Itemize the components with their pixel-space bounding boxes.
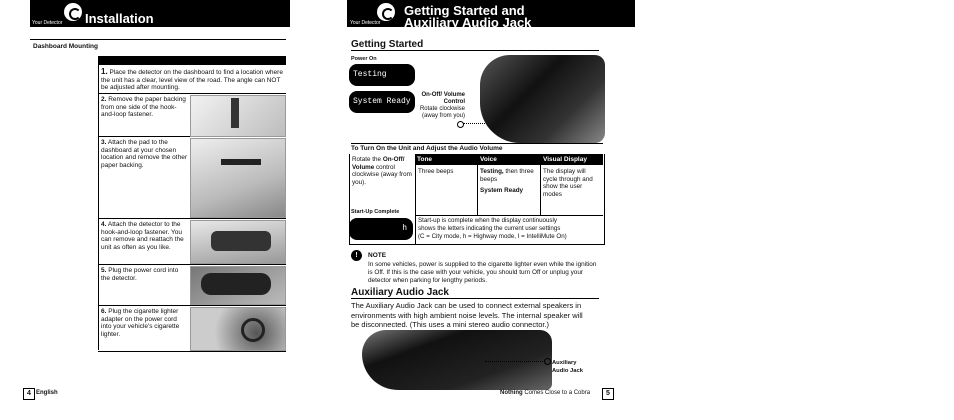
right-page-number: 5 xyxy=(602,388,614,400)
right-page-title-line1: Getting Started and xyxy=(404,3,525,18)
table-display-cell: The display will cycle through and show the user modes xyxy=(543,168,593,198)
note-text: In some vehicles, power is supplied to the cigarette lighter even while the ignition is Off. If this is the case with your vehicle, you should turn Off or unplug your detector when parking for lengthy periods. xyxy=(368,261,597,284)
step-4: 4. Attach the detector to the hook-and-loop fastener. You can remove and reattach the unit as often as you like. xyxy=(98,218,286,264)
left-section-label: Your Detector xyxy=(32,20,63,26)
on-off-volume-control-label: On-Off/ Volume Control Rotate clockwise (away from you) xyxy=(419,92,465,119)
table-row-divider xyxy=(415,215,603,216)
detector-top-image xyxy=(480,55,605,143)
step-6: 6. Plug the cigarette lighter adapter on the power cord into your vehicle's cigarette lighter. xyxy=(98,305,286,352)
right-footer-tagline: Nothing Comes Close to a Cobra xyxy=(500,390,591,396)
photo-attach-pad xyxy=(190,138,286,218)
right-page-title-line2: Auxiliary Audio Jack xyxy=(404,15,532,30)
left-subtitle-rule xyxy=(30,39,286,40)
left-footer-language: English xyxy=(36,390,58,396)
steps-header-bar xyxy=(98,56,286,64)
aux-callout-dot xyxy=(544,358,551,365)
left-page-number: 4 xyxy=(23,388,35,400)
display-startup-complete: h xyxy=(349,218,413,240)
left-header-bar xyxy=(30,0,290,27)
table-display-divider xyxy=(540,165,541,215)
photo-cigarette-lighter xyxy=(190,307,286,351)
photo-attach-detector xyxy=(190,220,286,264)
dashboard-mounting-subtitle: Dashboard Mounting xyxy=(33,43,98,50)
step-5: 5. Plug the power cord into the detector. xyxy=(98,264,286,305)
cobra-logo-icon xyxy=(377,3,395,21)
table-tone-cell: Three beeps xyxy=(418,168,454,175)
table-rotate-instruction: Rotate the On-Off/ Volume control clockwise (away from you). xyxy=(352,156,412,186)
aux-callout-line xyxy=(485,361,545,362)
startup-complete-label: Start-Up Complete xyxy=(351,209,400,215)
table-header-visual-display: Visual Display xyxy=(543,156,587,163)
table-voice-divider xyxy=(477,165,478,215)
step-1: 1. Place the detector on the dashboard to find a location where the unit has a clear, level view of the road. The angle can NOT be adjusted after mounting. xyxy=(98,64,286,93)
table-header-tone: Tone xyxy=(417,156,433,163)
aux-callout-label: Auxiliary Audio Jack xyxy=(552,360,583,374)
aux-jack-rule xyxy=(351,298,599,299)
photo-power-cord xyxy=(190,266,286,305)
step-2: 2. Remove the paper backing from one side of the hook-and-loop fastener. xyxy=(98,93,286,137)
aux-jack-heading: Auxiliary Audio Jack xyxy=(351,287,449,298)
left-page-title: Installation xyxy=(85,11,154,26)
power-on-label: Power On xyxy=(351,56,377,62)
right-section-label: Your Detector xyxy=(350,20,381,26)
table-col-divider xyxy=(415,154,416,244)
note-icon: ! xyxy=(351,250,362,261)
photo-peel-backing xyxy=(190,95,286,137)
display-system-ready: System Ready xyxy=(349,91,415,113)
detector-aux-image xyxy=(362,330,552,390)
table-caption: To Turn On the Unit and Adjust the Audio Volume xyxy=(351,143,603,152)
display-testing: Testing xyxy=(349,64,415,86)
right-header-bar xyxy=(347,0,635,30)
table-voice-cell: Testing, then three beeps System Ready xyxy=(480,168,534,194)
note-label: NOTE xyxy=(368,252,387,259)
getting-started-rule xyxy=(351,50,599,51)
aux-jack-paragraph: The Auxiliary Audio Jack can be used to connect external speakers in environments with high ambient noise levels. The internal speaker will be disconnected. (This uses a mini stereo audio connector.) xyxy=(351,301,583,329)
startup-description: Start-up is complete when the display continuously shows the letters indicating the current user settings (C = City mode, h = Highway mode, I = IntelliMute On) xyxy=(418,217,567,240)
step-3: 3. Attach the pad to the dashboard at your chosen location and remove the other paper backing. xyxy=(98,136,286,219)
table-header-voice: Voice xyxy=(480,156,497,163)
cobra-logo-icon xyxy=(64,3,82,21)
getting-started-heading: Getting Started xyxy=(351,39,424,50)
